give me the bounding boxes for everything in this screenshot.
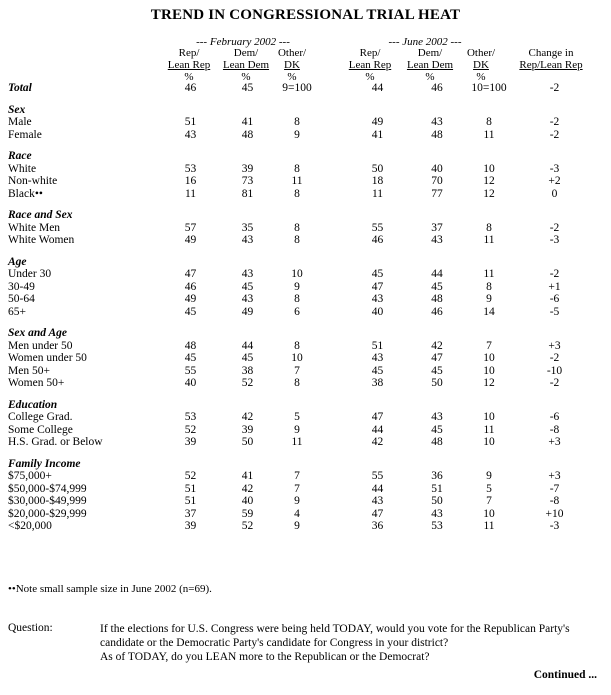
table-row — [8, 281, 598, 294]
cell-jun-rep: 46 — [371, 234, 384, 246]
cell-jun-other: 8 — [486, 116, 492, 128]
cell-jun-dem: 70 — [431, 175, 443, 187]
section-header-row — [8, 327, 598, 340]
table-row — [8, 411, 598, 424]
cell-jun-other: 10 — [483, 364, 495, 377]
row-label: Men 50+ — [8, 364, 50, 377]
section-label: Family Income — [8, 457, 81, 470]
cell-feb-other: 8 — [294, 234, 300, 246]
cell-feb-rep: 46 — [184, 280, 197, 293]
cell-feb-rep: 39 — [184, 520, 197, 532]
cell-jun-dem: 47 — [431, 352, 443, 364]
section-label: Race and Sex — [8, 209, 73, 221]
cell-jun-rep: 55 — [371, 470, 384, 482]
column-gap — [318, 352, 348, 365]
header-rep-jun: Rep/ Lean Rep % — [348, 47, 392, 83]
cell-feb-dem: 43 — [241, 268, 254, 280]
cell-jun-dem: 43 — [431, 411, 443, 423]
page-title: TREND IN CONGRESSIONAL TRIAL HEAT — [150, 7, 461, 23]
cell-jun-rep: 47 — [371, 280, 384, 293]
table-row — [8, 377, 598, 390]
row-label: Female — [8, 128, 42, 141]
column-gap — [318, 377, 348, 390]
cell-jun-other: 10 — [483, 411, 495, 423]
cell-feb-dem: 40 — [241, 495, 254, 507]
column-gap — [318, 495, 348, 508]
header-dem-jun: Dem/ Lean Dem % — [406, 47, 454, 83]
cell-change: +2 — [548, 175, 561, 187]
cell-jun-dem: 42 — [431, 339, 443, 352]
cell-jun-rep: 43 — [371, 293, 384, 305]
cell-feb-dem: 43 — [241, 234, 254, 246]
cell-change: +3 — [548, 470, 561, 482]
cell-jun-other: 10 — [483, 436, 495, 448]
row-label: $50,000-$74,999 — [8, 482, 87, 495]
cell-jun-rep: 43 — [371, 495, 384, 507]
column-gap — [318, 470, 348, 483]
cell-jun-rep: 11 — [371, 187, 384, 200]
section-header-row — [8, 399, 598, 412]
cell-feb-other: 9=100 — [282, 82, 312, 94]
cell-jun-other: 12 — [483, 377, 495, 389]
cell-feb-rep: 40 — [184, 377, 197, 389]
cell-feb-other: 8 — [294, 162, 300, 175]
column-gap — [318, 520, 348, 533]
column-gap — [318, 508, 348, 521]
cell-jun-other: 5 — [486, 482, 492, 495]
cell-change: -5 — [549, 305, 560, 318]
cell-feb-rep: 53 — [184, 411, 197, 423]
cell-change: -2 — [549, 128, 560, 141]
cell-feb-rep: 51 — [184, 482, 197, 495]
table-row — [8, 234, 598, 247]
cell-feb-dem: 43 — [241, 293, 254, 305]
cell-change: -7 — [549, 482, 560, 495]
cell-jun-dem: 40 — [431, 162, 443, 175]
cell-feb-other: 7 — [294, 482, 300, 495]
table-row — [8, 293, 598, 306]
cell-feb-dem: 81 — [241, 187, 254, 200]
cell-jun-other: 9 — [486, 293, 492, 305]
section-label: Sex — [8, 103, 26, 116]
cell-feb-dem: 45 — [241, 280, 254, 293]
cell-feb-other: 11 — [291, 175, 303, 187]
cell-change: -6 — [549, 411, 560, 423]
cell-feb-rep: 48 — [184, 339, 197, 352]
period-june-2002: --- June 2002 --- — [388, 36, 462, 48]
cell-jun-other: 10 — [483, 352, 495, 364]
cell-jun-rep: 38 — [371, 377, 384, 389]
header-rep-feb: Rep/ Lean Rep % — [167, 47, 211, 83]
cell-jun-other: 12 — [483, 187, 495, 200]
cell-feb-rep: 55 — [184, 364, 197, 377]
cell-jun-rep: 47 — [371, 507, 384, 520]
spacer-row — [8, 141, 598, 150]
cell-jun-dem: 43 — [431, 116, 443, 128]
cell-feb-dem: 45 — [241, 82, 254, 94]
cell-change: -6 — [549, 293, 560, 305]
cell-feb-dem: 42 — [241, 411, 254, 423]
cell-feb-rep: 43 — [184, 128, 197, 141]
section-header-row — [8, 256, 598, 269]
cell-feb-rep: 45 — [184, 305, 197, 318]
cell-jun-rep: 55 — [371, 221, 384, 234]
cell-jun-other: 11 — [483, 128, 495, 141]
cell-feb-dem: 41 — [241, 470, 254, 482]
cell-jun-dem: 48 — [431, 293, 443, 305]
cell-feb-dem: 39 — [241, 423, 254, 436]
cell-feb-other: 8 — [294, 221, 300, 234]
cell-jun-rep: 45 — [371, 268, 384, 280]
cell-jun-dem: 48 — [431, 436, 443, 448]
column-gap — [318, 188, 348, 201]
column-gap — [318, 82, 348, 95]
cell-jun-rep: 51 — [371, 339, 384, 352]
cell-jun-rep: 18 — [371, 175, 384, 187]
cell-feb-other: 7 — [294, 364, 300, 377]
column-gap — [318, 175, 348, 188]
cell-change: -2 — [549, 377, 560, 389]
cell-jun-other: 11 — [483, 268, 495, 280]
cell-jun-dem: 45 — [431, 423, 443, 436]
table-row — [8, 483, 598, 496]
cell-feb-other: 9 — [294, 423, 300, 436]
table-row — [8, 520, 598, 533]
cell-feb-other: 5 — [294, 411, 300, 423]
table-row — [8, 306, 598, 319]
row-label: $20,000-$29,999 — [8, 507, 87, 520]
table-row — [8, 352, 598, 365]
column-gap — [318, 306, 348, 319]
row-label: 30-49 — [8, 280, 35, 293]
row-label: Male — [8, 116, 32, 128]
cell-change: +10 — [545, 507, 564, 520]
cell-jun-dem: 43 — [431, 234, 443, 246]
cell-feb-other: 10 — [291, 268, 303, 280]
cell-change: -8 — [549, 423, 560, 436]
cell-jun-dem: 48 — [431, 128, 443, 141]
row-label: 50-64 — [8, 293, 35, 305]
cell-feb-rep: 49 — [184, 234, 197, 246]
row-label: Non-white — [8, 175, 58, 187]
cell-feb-rep: 49 — [184, 293, 197, 305]
table-row — [8, 222, 598, 235]
header-change: Change in Rep/Lean Rep — [519, 47, 583, 71]
spacer-row — [8, 95, 598, 104]
cell-feb-dem: 42 — [241, 482, 254, 495]
cell-feb-other: 10 — [291, 352, 303, 364]
question-line-2: As of TODAY, do you LEAN more to the Republican or the Democrat? — [100, 651, 430, 663]
cell-feb-dem: 49 — [241, 305, 254, 318]
table-row — [8, 495, 598, 508]
table-row — [8, 188, 598, 201]
cell-feb-rep: 45 — [184, 352, 197, 364]
cell-jun-dem: 36 — [431, 470, 443, 482]
cell-feb-dem: 44 — [241, 339, 254, 352]
cell-jun-other: 14 — [483, 305, 495, 318]
cell-change: -3 — [549, 162, 560, 175]
column-gap — [318, 222, 348, 235]
cell-feb-rep: 39 — [184, 436, 197, 448]
cell-jun-dem: 46 — [431, 305, 443, 318]
cell-feb-dem: 52 — [241, 520, 254, 532]
table-row — [8, 436, 598, 449]
column-gap — [318, 411, 348, 424]
row-label: H.S. Grad. or Below — [8, 436, 103, 448]
table-row — [8, 268, 598, 281]
cell-feb-rep: 52 — [184, 470, 197, 482]
cell-feb-dem: 48 — [241, 128, 254, 141]
table-row — [8, 340, 598, 353]
cell-jun-dem: 43 — [431, 507, 443, 520]
row-label: Total — [8, 82, 32, 94]
cell-jun-rep: 43 — [371, 352, 384, 364]
cell-jun-rep: 49 — [371, 116, 384, 128]
column-gap — [318, 116, 348, 129]
row-label: White — [8, 162, 37, 175]
cell-feb-dem: 41 — [241, 116, 254, 128]
cell-feb-other: 9 — [294, 495, 300, 507]
cell-feb-rep: 51 — [184, 495, 197, 507]
row-label: Some College — [8, 423, 73, 436]
column-gap — [318, 163, 348, 176]
footnote: ••Note small sample size in June 2002 (n=69). — [8, 583, 212, 595]
continued-label: Continued ... — [533, 669, 597, 681]
spacer-row — [8, 318, 598, 327]
cell-feb-dem: 45 — [241, 352, 254, 364]
cell-feb-dem: 59 — [241, 507, 254, 520]
cell-feb-other: 9 — [294, 280, 300, 293]
cell-jun-dem: 37 — [431, 221, 443, 234]
cell-feb-rep: 53 — [184, 162, 197, 175]
header-other-jun: Other/ DK % — [466, 47, 496, 83]
cell-jun-dem: 45 — [431, 280, 443, 293]
cell-jun-other: 10 — [483, 162, 495, 175]
cell-feb-other: 6 — [294, 305, 300, 318]
column-gap — [318, 129, 348, 142]
cell-change: +3 — [548, 339, 561, 352]
cell-change: 0 — [551, 187, 558, 200]
cell-change: -2 — [549, 268, 560, 280]
cell-change: -8 — [549, 495, 560, 507]
cell-jun-dem: 46 — [431, 82, 443, 94]
total-row — [8, 82, 598, 95]
table-row — [8, 470, 598, 483]
cell-change: -10 — [546, 364, 563, 377]
cell-jun-rep: 47 — [371, 411, 384, 423]
cell-feb-rep: 51 — [184, 116, 197, 128]
cell-feb-other: 8 — [294, 293, 300, 305]
cell-feb-other: 7 — [294, 470, 300, 482]
cell-jun-rep: 42 — [371, 436, 384, 448]
column-gap — [318, 293, 348, 306]
cell-jun-other: 8 — [486, 280, 492, 293]
row-label: $75,000+ — [8, 470, 52, 482]
cell-change: -2 — [549, 221, 560, 234]
spacer-row — [8, 200, 598, 209]
cell-change: -2 — [549, 116, 560, 128]
column-gap — [318, 483, 348, 496]
section-header-row — [8, 150, 598, 163]
question-label: Question: — [8, 622, 53, 634]
cell-change: -3 — [549, 234, 560, 246]
cell-feb-dem: 50 — [241, 436, 254, 448]
section-label: Age — [8, 255, 27, 268]
cell-jun-other: 10 — [483, 507, 495, 520]
cell-feb-other: 8 — [294, 116, 300, 128]
cell-jun-rep: 40 — [371, 305, 384, 318]
table-row — [8, 365, 598, 378]
section-label: Race — [8, 150, 32, 162]
row-label: White Women — [8, 234, 75, 246]
cell-change: -2 — [549, 352, 560, 364]
cell-jun-rep: 44 — [371, 82, 384, 94]
cell-feb-other: 8 — [294, 377, 300, 389]
row-label: 65+ — [8, 305, 26, 318]
table-row — [8, 116, 598, 129]
cell-jun-rep: 44 — [371, 482, 384, 495]
cell-jun-rep: 44 — [371, 423, 384, 436]
cell-feb-other: 11 — [291, 436, 303, 448]
cell-feb-other: 8 — [294, 187, 300, 200]
cell-jun-dem: 51 — [431, 482, 443, 495]
table-row — [8, 508, 598, 521]
cell-jun-other: 11 — [483, 423, 495, 436]
row-label: Women under 50 — [8, 352, 87, 364]
cell-feb-other: 9 — [294, 128, 300, 141]
row-label: $30,000-$49,999 — [8, 495, 87, 507]
cell-jun-dem: 45 — [431, 364, 443, 377]
section-header-row — [8, 458, 598, 471]
period-february-2002: --- February 2002 --- — [196, 36, 290, 48]
column-gap — [318, 340, 348, 353]
cell-feb-rep: 37 — [184, 507, 197, 520]
cell-jun-rep: 36 — [371, 520, 384, 532]
table-row — [8, 129, 598, 142]
cell-feb-other: 8 — [294, 339, 300, 352]
cell-jun-other: 8 — [486, 221, 492, 234]
cell-jun-other: 7 — [486, 495, 492, 507]
cell-jun-other: 12 — [483, 175, 495, 187]
header-other-feb: Other/ DK % — [277, 47, 307, 83]
cell-feb-rep: 46 — [184, 82, 197, 94]
row-label: Under 30 — [8, 268, 52, 280]
header-dem-feb: Dem/ Lean Dem % — [222, 47, 270, 83]
cell-feb-dem: 38 — [241, 364, 254, 377]
column-gap — [318, 234, 348, 247]
cell-jun-rep: 45 — [371, 364, 384, 377]
cell-feb-rep: 16 — [184, 175, 197, 187]
cell-feb-rep: 11 — [184, 187, 197, 200]
column-gap — [318, 268, 348, 281]
cell-jun-other: 11 — [483, 520, 495, 532]
spacer-row — [8, 449, 598, 458]
cell-jun-rep: 41 — [371, 128, 384, 141]
column-gap — [318, 365, 348, 378]
column-gap — [318, 281, 348, 294]
cell-feb-rep: 52 — [184, 423, 197, 436]
cell-feb-other: 9 — [294, 520, 300, 532]
section-header-row — [8, 209, 598, 222]
cell-feb-rep: 47 — [184, 268, 197, 280]
row-label: Men under 50 — [8, 339, 73, 352]
section-header-row — [8, 104, 598, 117]
spacer-row — [8, 390, 598, 399]
cell-feb-other: 4 — [294, 507, 300, 520]
section-label: Education — [8, 398, 58, 411]
cell-feb-dem: 52 — [241, 377, 254, 389]
row-label: Black•• — [8, 187, 43, 200]
cell-jun-dem: 53 — [431, 520, 443, 532]
question-line-1: If the elections for U.S. Congress were being held TODAY, would you vote for the Republican Party's candidate or the Democratic Party's candidate for Congress in your district? — [100, 623, 570, 649]
cell-jun-other: 11 — [483, 234, 495, 246]
cell-jun-other: 7 — [486, 339, 492, 352]
cell-jun-dem: 44 — [431, 268, 443, 280]
cell-change: +1 — [548, 280, 561, 293]
row-label: Women 50+ — [8, 377, 65, 389]
row-label: <$20,000 — [8, 520, 52, 532]
table-row — [8, 424, 598, 437]
cell-jun-dem: 50 — [431, 377, 443, 389]
cell-feb-rep: 57 — [184, 221, 197, 234]
cell-change: +3 — [548, 436, 561, 448]
column-gap — [318, 424, 348, 437]
cell-change: -3 — [549, 520, 560, 532]
cell-feb-dem: 39 — [241, 162, 254, 175]
cell-jun-other: 9 — [486, 470, 492, 482]
cell-jun-dem: 50 — [431, 495, 443, 507]
cell-jun-rep: 50 — [371, 162, 384, 175]
cell-jun-dem: 77 — [431, 187, 443, 200]
section-label: Sex and Age — [8, 327, 67, 339]
cell-feb-dem: 35 — [241, 221, 254, 234]
row-label: White Men — [8, 221, 61, 234]
row-label: College Grad. — [8, 411, 73, 423]
column-gap — [318, 436, 348, 449]
cell-jun-other: 10=100 — [471, 82, 507, 94]
spacer-row — [8, 247, 598, 256]
table-row — [8, 175, 598, 188]
trial-heat-table — [8, 82, 598, 533]
question-text — [100, 622, 605, 664]
cell-change: -2 — [549, 82, 560, 94]
cell-feb-dem: 73 — [241, 175, 254, 187]
table-row — [8, 163, 598, 176]
